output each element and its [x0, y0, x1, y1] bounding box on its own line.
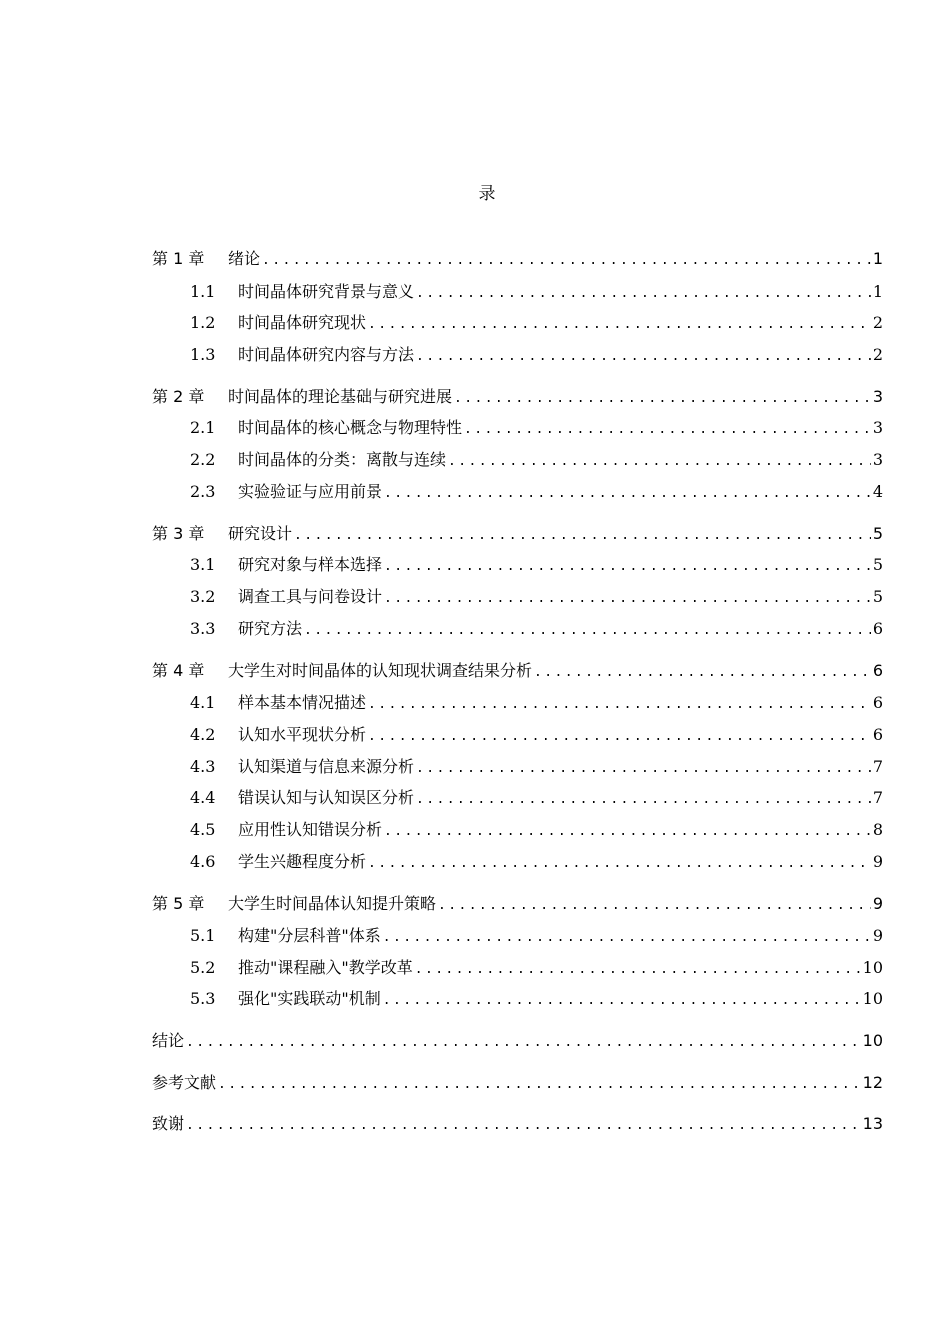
dot-leader [383, 993, 861, 1008]
dot-leader [416, 761, 871, 776]
toc-page-number: 10 [862, 1031, 883, 1050]
toc-section-entry[interactable] [152, 849, 883, 873]
toc-entry-number: 1.1 [190, 282, 216, 301]
toc-section-entry[interactable] [152, 415, 883, 439]
toc-page-number: 2 [872, 345, 883, 364]
dot-leader [304, 623, 871, 638]
dot-leader [383, 930, 871, 945]
toc-section-entry[interactable] [152, 616, 883, 640]
toc-entry-label: 时间晶体研究现状 [238, 313, 367, 332]
toc-section-entry[interactable] [152, 754, 883, 778]
toc-section-entry[interactable] [152, 785, 883, 809]
dot-leader [416, 286, 871, 301]
toc-entry-label: 时间晶体研究内容与方法 [238, 345, 415, 364]
toc-page-number: 2 [872, 313, 883, 332]
toc-section-entry[interactable] [152, 722, 883, 746]
toc-entry-number: 4.2 [190, 725, 216, 744]
toc-page-number: 5 [872, 555, 883, 574]
toc-entry-label: 研究方法 [238, 619, 303, 638]
toc-entry-number: 第 2 章 [152, 387, 205, 406]
toc-entry-number: 第 5 章 [152, 894, 205, 913]
toc-entry-label: 构建"分层科普"体系 [238, 926, 381, 945]
toc-page-number: 1 [872, 282, 883, 301]
toc-title: 录 [478, 184, 496, 204]
toc-chapter-entry[interactable] [152, 384, 883, 408]
toc-page-number: 9 [872, 926, 883, 945]
dot-leader [438, 898, 871, 913]
dot-leader [534, 665, 871, 680]
toc-entry-label: 参考文献 [152, 1073, 217, 1092]
toc-entry-label: 实验验证与应用前景 [238, 482, 383, 501]
toc-page-number: 6 [872, 693, 883, 712]
toc-entry-label: 时间晶体研究背景与意义 [238, 282, 415, 301]
dot-leader [384, 824, 871, 839]
toc-section-entry[interactable] [152, 479, 883, 503]
toc-entry-label: 大学生时间晶体认知提升策略 [228, 894, 437, 913]
toc-entry-number: 2.1 [190, 418, 216, 437]
toc-entry-number: 3.1 [190, 555, 216, 574]
dot-leader [368, 697, 871, 712]
toc-chapter-entry[interactable] [152, 1111, 883, 1135]
dot-leader [384, 486, 871, 501]
toc-entry-label: 样本基本情况描述 [238, 693, 367, 712]
toc-section-entry[interactable] [152, 690, 883, 714]
toc-page-number: 13 [862, 1114, 883, 1133]
toc-entry-number: 2.3 [190, 482, 216, 501]
toc-page-number: 1 [872, 249, 883, 268]
toc-page-number: 3 [872, 418, 883, 437]
toc-chapter-entry[interactable] [152, 1070, 883, 1094]
toc-entry-label: 结论 [152, 1031, 185, 1050]
toc-entry-number: 1.3 [190, 345, 216, 364]
toc-chapter-entry[interactable] [152, 246, 883, 270]
toc-entry-label: 致谢 [152, 1114, 185, 1133]
toc-page-number: 6 [872, 661, 883, 680]
dot-leader [464, 422, 871, 437]
toc-entry-label: 强化"实践联动"机制 [238, 989, 381, 1008]
toc-entry-label: 研究设计 [228, 524, 293, 543]
toc-page-number: 7 [872, 788, 883, 807]
toc-section-entry[interactable] [152, 279, 883, 303]
toc-page-number: 7 [872, 757, 883, 776]
toc-page-number: 12 [862, 1073, 883, 1092]
dot-leader [368, 317, 871, 332]
toc-page-number: 5 [872, 587, 883, 606]
toc-page-number: 10 [862, 989, 883, 1008]
toc-entry-number: 2.2 [190, 450, 216, 469]
dot-leader [262, 253, 871, 268]
toc-entry-number: 3.2 [190, 587, 216, 606]
toc-entry-number: 第 4 章 [152, 661, 205, 680]
toc-page-number: 3 [872, 450, 883, 469]
toc-page-number: 5 [872, 524, 883, 543]
toc-entry-number: 4.6 [190, 852, 216, 871]
toc-chapter-entry[interactable] [152, 521, 883, 545]
toc-entry-label: 错误认知与认知误区分析 [238, 788, 415, 807]
toc-page-number: 8 [872, 820, 883, 839]
toc-section-entry[interactable] [152, 310, 883, 334]
toc-page-number: 9 [872, 852, 883, 871]
toc-page-number: 10 [862, 958, 883, 977]
dot-leader [454, 391, 871, 406]
dot-leader [218, 1077, 861, 1092]
toc-entry-number: 5.2 [190, 958, 216, 977]
toc-section-entry[interactable] [152, 923, 883, 947]
toc-section-entry[interactable] [152, 986, 883, 1010]
dot-leader [384, 591, 871, 606]
toc-entry-label: 学生兴趣程度分析 [238, 852, 367, 871]
toc-page-number: 6 [872, 725, 883, 744]
toc-entry-label: 时间晶体的核心概念与物理特性 [238, 418, 463, 437]
toc-entry-label: 时间晶体的分类：离散与连续 [238, 450, 447, 469]
toc-section-entry[interactable] [152, 447, 883, 471]
toc-section-entry[interactable] [152, 552, 883, 576]
toc-page-number: 3 [872, 387, 883, 406]
toc-page-number: 6 [872, 619, 883, 638]
toc-entry-number: 5.1 [190, 926, 216, 945]
toc-entry-label: 时间晶体的理论基础与研究进展 [228, 387, 453, 406]
toc-chapter-entry[interactable] [152, 658, 883, 682]
toc-entry-number: 第 3 章 [152, 524, 205, 543]
toc-page-number: 9 [872, 894, 883, 913]
dot-leader [368, 729, 871, 744]
dot-leader [186, 1118, 861, 1133]
toc-entry-label: 推动"课程融入"教学改革 [238, 958, 413, 977]
toc-chapter-entry[interactable] [152, 891, 883, 915]
toc-chapter-entry[interactable] [152, 1028, 883, 1052]
toc-section-entry[interactable] [152, 342, 883, 366]
dot-leader [294, 528, 871, 543]
toc-entry-number: 1.2 [190, 313, 216, 332]
toc-entry-label: 研究对象与样本选择 [238, 555, 383, 574]
toc-entry-label: 大学生对时间晶体的认知现状调查结果分析 [228, 661, 533, 680]
toc-entry-number: 4.4 [190, 788, 216, 807]
toc-entry-number: 4.1 [190, 693, 216, 712]
dot-leader [416, 792, 871, 807]
toc-page-number: 4 [872, 482, 883, 501]
toc-entry-label: 绪论 [228, 249, 261, 268]
toc-section-entry[interactable] [152, 584, 883, 608]
dot-leader [448, 454, 871, 469]
toc-section-entry[interactable] [152, 955, 883, 979]
toc-entry-label: 认知水平现状分析 [238, 725, 367, 744]
dot-leader [186, 1035, 861, 1050]
dot-leader [415, 962, 861, 977]
toc-entry-number: 5.3 [190, 989, 216, 1008]
dot-leader [384, 559, 871, 574]
toc-entry-number: 4.5 [190, 820, 216, 839]
toc-entry-label: 应用性认知错误分析 [238, 820, 383, 839]
toc-entry-number: 3.3 [190, 619, 216, 638]
dot-leader [416, 349, 871, 364]
toc-section-entry[interactable] [152, 817, 883, 841]
dot-leader [368, 856, 871, 871]
toc-entry-label: 调查工具与问卷设计 [238, 587, 383, 606]
toc-entry-label: 认知渠道与信息来源分析 [238, 757, 415, 776]
toc-entry-number: 第 1 章 [152, 249, 205, 268]
toc-entry-number: 4.3 [190, 757, 216, 776]
